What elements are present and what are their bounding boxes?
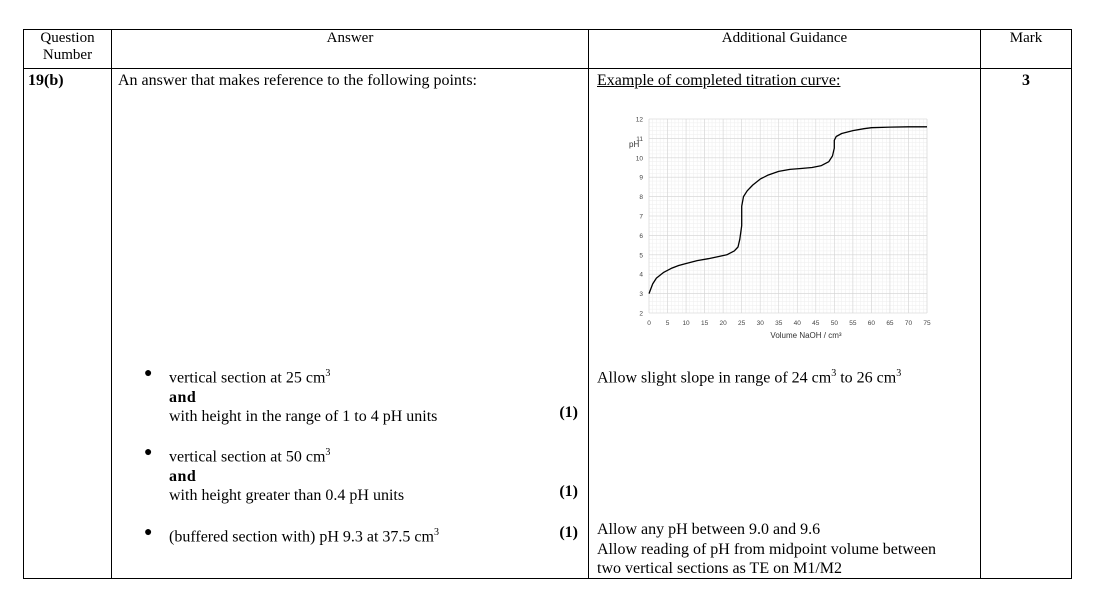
x-tick-label: 35: [775, 320, 783, 327]
y-tick-label: 10: [635, 155, 643, 163]
header-answer: Answer: [112, 30, 589, 69]
x-tick-label: 60: [867, 320, 876, 327]
titration-curve-chart: [619, 113, 959, 343]
question-number: 19(b): [24, 69, 112, 579]
y-tick-label: 5: [639, 252, 643, 260]
guidance-note-2-line3: two vertical sections as TE on M1/M2: [597, 560, 842, 577]
header-question-number: Question Number: [24, 30, 112, 69]
bullet-icon: ●: [144, 445, 153, 460]
guidance-note-1-sup-a: 3: [831, 368, 837, 379]
guidance-note-1: [597, 364, 901, 388]
point-1-sup: 3: [325, 368, 331, 379]
x-tick-label: 70: [904, 320, 913, 327]
y-tick-label: 9: [639, 174, 643, 182]
guidance-title: Example of completed titration curve:: [597, 72, 841, 89]
point-3-line1: (buffered section with) pH 9.3 at 37.5 cm: [169, 528, 434, 546]
x-tick-label: 10: [682, 320, 690, 327]
answer-cell: [112, 69, 589, 579]
y-tick-label: 2: [639, 310, 643, 318]
point-1-and: and: [169, 388, 197, 406]
guidance-note-1-sup-b: 3: [896, 368, 902, 379]
point-3-mark: (1): [559, 524, 578, 541]
guidance-note-2: [597, 520, 936, 579]
guidance-note-2-line2: Allow reading of pH from midpoint volume between: [597, 540, 937, 558]
point-2-line1: vertical section at 50 cm: [169, 448, 326, 466]
x-tick-label: 65: [886, 320, 894, 327]
y-tick-label: 11: [636, 135, 643, 143]
x-tick-label: 15: [700, 320, 709, 327]
y-tick-label: 7: [639, 213, 643, 221]
point-2-mark: (1): [559, 483, 578, 500]
x-tick-label: 0: [647, 320, 651, 327]
answer-row: [24, 69, 1072, 579]
point-2-and: and: [169, 467, 197, 485]
point-3-sup: 3: [433, 527, 439, 538]
x-tick-label: 55: [849, 320, 857, 327]
x-tick-label: 20: [719, 320, 727, 327]
x-tick-label: 30: [756, 320, 764, 327]
y-tick-label: 4: [639, 271, 643, 279]
y-tick-label: 6: [639, 232, 643, 240]
guidance-note-1-a: Allow slight slope in range of 24 cm: [597, 369, 832, 387]
point-1-line3: with height in the range of 1 to 4 pH units: [169, 408, 438, 426]
bullet-icon: ●: [144, 366, 153, 381]
point-2-sup: 3: [325, 447, 331, 458]
x-tick-label: 45: [812, 320, 820, 327]
total-mark: 3: [981, 69, 1072, 579]
y-tick-label: 3: [639, 291, 643, 299]
y-tick-label: 12: [635, 116, 643, 124]
titration-curve-line: [649, 127, 927, 294]
x-axis-label: Volume NaOH / cm³: [770, 331, 842, 340]
header-row: [24, 30, 1072, 69]
x-tick-label: 40: [793, 320, 801, 327]
x-tick-label: 25: [738, 320, 746, 327]
x-tick-labels: [647, 320, 931, 327]
x-tick-label: 5: [665, 320, 670, 327]
point-1-line1: vertical section at 25 cm: [169, 369, 326, 387]
header-mark: Mark: [981, 30, 1072, 69]
answer-intro: An answer that makes reference to the following points:: [118, 72, 477, 89]
chart-grid: [649, 119, 927, 313]
bullet-icon: ●: [144, 525, 153, 540]
point-1-mark: (1): [559, 404, 578, 421]
guidance-cell: [589, 69, 981, 579]
y-tick-label: 8: [639, 194, 643, 202]
y-axis-label: pH: [629, 140, 640, 149]
point-2-line3: with height greater than 0.4 pH units: [169, 487, 405, 505]
guidance-note-2-line1: Allow any pH between 9.0 and 9.6: [597, 521, 821, 538]
x-tick-label: 50: [830, 320, 838, 327]
x-tick-label: 75: [923, 320, 931, 327]
header-guidance: Additional Guidance: [589, 30, 981, 69]
mark-scheme-table: [23, 29, 1072, 579]
guidance-note-1-b: to 26 cm: [836, 369, 897, 387]
